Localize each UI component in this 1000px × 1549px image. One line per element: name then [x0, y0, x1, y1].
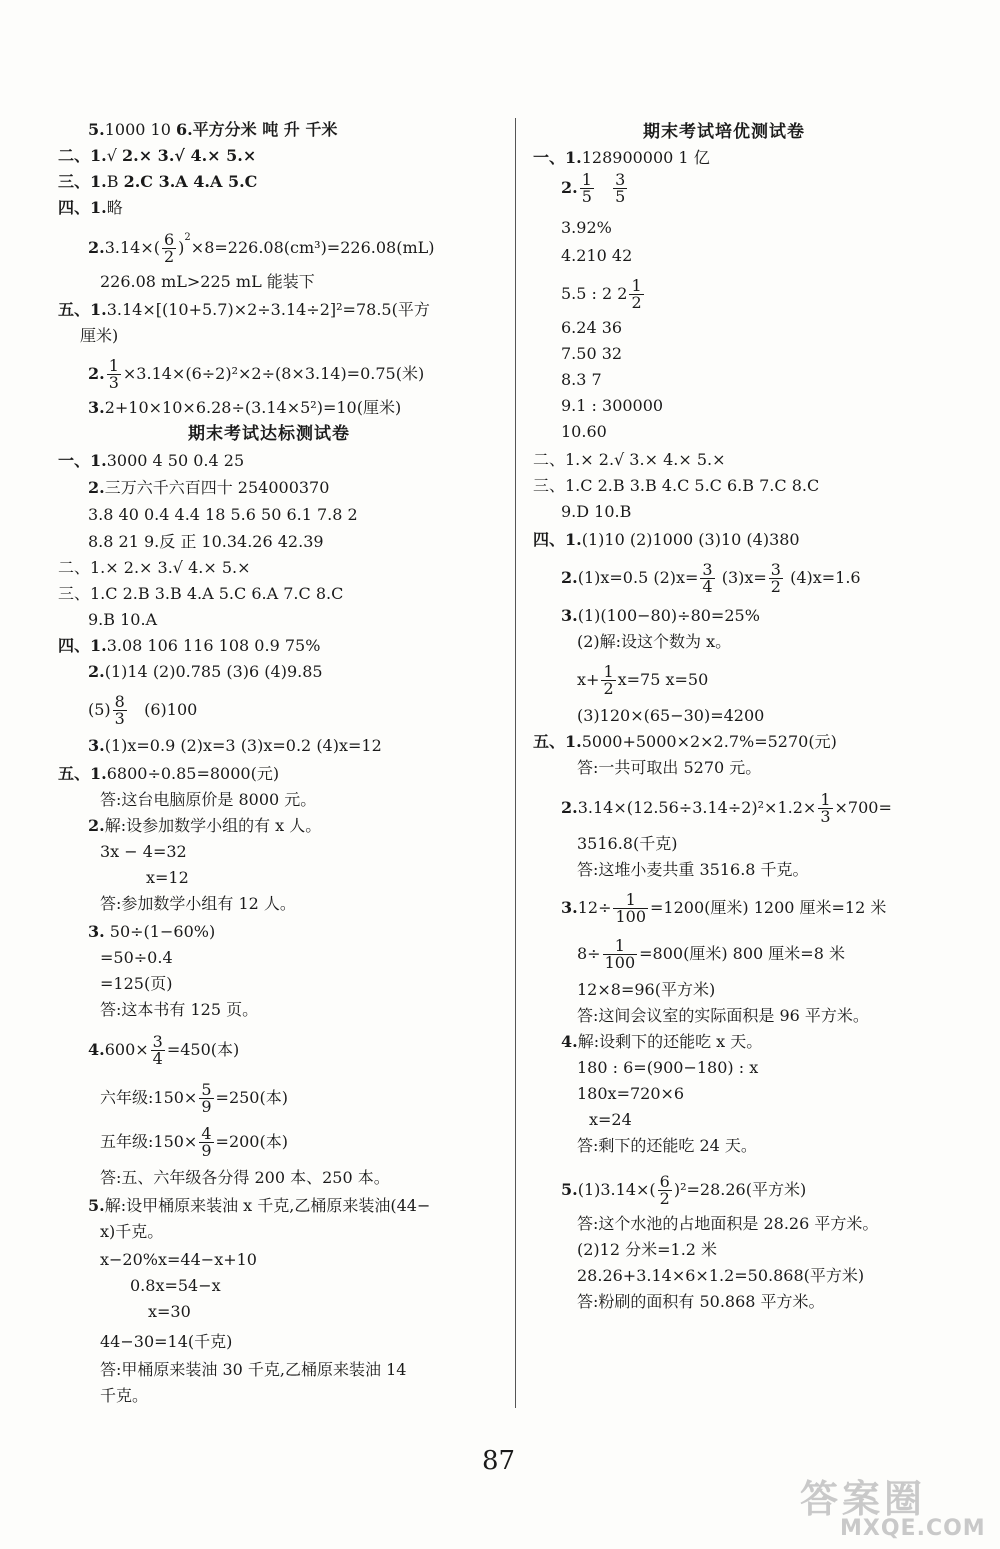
answer-line: 2.(1)14 (2)0.785 (3)6 (4)9.85: [88, 662, 323, 681]
answer-line: x)千克。: [100, 1222, 164, 1241]
answer-line: 3. 50÷(1−60%): [88, 922, 216, 941]
answer-line: 三、1.B 2.C 3.A 4.A 5.C: [58, 172, 258, 191]
answer-line: 2.3.14×(12.56÷3.14÷2)²×1.2× $\frac{1}{3}$ ×700=: [561, 790, 892, 826]
answer-line: 0.8x=54−x: [130, 1276, 221, 1295]
answer-line: 44−30=14(千克): [100, 1332, 233, 1351]
answer-line: 四、1.3.08 106 116 108 0.9 75%: [58, 636, 321, 655]
answer-line: 答:一共可取出 5270 元。: [577, 758, 762, 777]
fraction: $\frac{5}{9}$: [201, 1080, 212, 1116]
fraction: $\frac{4}{9}$: [201, 1124, 212, 1160]
watermark-text: 答案圈: [800, 1477, 927, 1521]
answer-line: 2.3.14×( $\frac{6}{2}$ )$^2$×8=226.08(cm³)=226.08(mL): [88, 230, 435, 266]
answer-line: (3)120×(65−30)=4200: [577, 706, 765, 725]
column-divider: [515, 118, 516, 1408]
answer-line: 226.08 mL>225 mL 能装下: [100, 272, 315, 291]
answer-line: 9.B 10.A: [88, 610, 158, 629]
answer-line: 3.12÷ $\frac{1}{100}$ =1200(厘米) 1200 厘米=12 米: [561, 890, 887, 926]
answer-line: x=24: [589, 1110, 632, 1129]
answer-line: 五年级:150× $\frac{4}{9}$ =200(本): [100, 1124, 288, 1160]
fraction: $\frac{8}{3}$: [114, 692, 125, 728]
answer-line: 28.26+3.14×6×1.2=50.868(平方米): [577, 1266, 865, 1285]
answer-line: 五、1.5000+5000×2×2.7%=5270(元): [533, 732, 837, 751]
answer-line: 2. $\frac{1}{5}$ $\frac{3}{5}$: [561, 170, 626, 206]
answer-line: 5.解:设甲桶原来装油 x 千克,乙桶原来装油(44−: [88, 1196, 431, 1215]
answer-line: 三、1.C 2.B 3.B 4.C 5.C 6.B 7.C 8.C: [533, 476, 820, 495]
answer-line: 3x − 4=32: [100, 842, 187, 861]
answer-line: 6.24 36: [561, 318, 623, 337]
fraction: $\frac{3}{2}$: [770, 560, 781, 596]
fraction: $\frac{1}{2}$: [631, 276, 642, 312]
answer-line: x=30: [148, 1302, 191, 1321]
watermark-logo: [800, 1468, 990, 1543]
answer-line: 3.92%: [561, 218, 612, 237]
fraction: $\frac{3}{4}$: [152, 1032, 163, 1068]
fraction: $\frac{1}{3}$: [820, 790, 831, 826]
answer-line: 3516.8(千克): [577, 834, 678, 853]
answer-line: 5.(1)3.14×( $\frac{6}{2}$ )²=28.26(平方米): [561, 1172, 807, 1208]
fraction: $\frac{3}{4}$: [702, 560, 713, 596]
answer-line: 二、1.√ 2.× 3.√ 4.× 5.×: [58, 146, 257, 165]
answer-line: 3.(1)x=0.9 (2)x=3 (3)x=0.2 (4)x=12: [88, 736, 382, 755]
answer-line: x=12: [146, 868, 189, 887]
answer-line: 一、1.3000 4 50 0.4 25: [58, 451, 245, 470]
answer-line: 4.210 42: [561, 246, 633, 265]
fraction: $\frac{1}{100}$: [604, 936, 636, 972]
answer-line: 二、1.× 2.√ 3.× 4.× 5.×: [533, 450, 726, 469]
answer-line: 一、1.128900000 1 亿: [533, 148, 710, 167]
fraction: $\frac{1}{100}$: [615, 890, 647, 926]
answer-line: 2.解:设参加数学小组的有 x 人。: [88, 816, 322, 835]
fraction: $\frac{3}{5}$: [615, 170, 626, 206]
fraction: $\frac{1}{2}$: [603, 662, 614, 698]
answer-line: 五、1.6800÷0.85=8000(元): [58, 764, 280, 783]
fraction: $\frac{1}{3}$: [108, 356, 119, 392]
answer-line: 五、1.3.14×[(10+5.7)×2÷3.14÷2]²=78.5(平方: [58, 300, 430, 319]
answer-line: 9.D 10.B: [561, 502, 632, 521]
answer-line: 3.(1)(100−80)÷80=25%: [561, 606, 760, 625]
answer-line: 2.三万六千六百四十 254000370: [88, 478, 330, 497]
answer-line: (2)解:设这个数为 x。: [577, 632, 732, 651]
page-number: 87: [482, 1446, 516, 1476]
answer-line: 2. $\frac{1}{3}$ ×3.14×(6÷2)²×2÷(8×3.14)=0.75(米): [88, 356, 425, 392]
answer-line: =125(页): [100, 974, 173, 993]
fraction: $\frac{6}{2}$: [659, 1172, 670, 1208]
answer-line: x+ $\frac{1}{2}$ x=75 x=50: [577, 662, 709, 698]
answer-line: 3.8 40 0.4 4.4 18 5.6 50 6.1 7.8 2: [88, 505, 358, 524]
watermark-url: MXQE.COM: [840, 1516, 986, 1541]
answer-line: 答:甲桶原来装油 30 千克,乙桶原来装油 14: [100, 1360, 407, 1379]
section-title: 期末考试达标测试卷: [188, 424, 350, 444]
answer-line: 4.解:设剩下的还能吃 x 天。: [561, 1032, 763, 1051]
answer-line: 3.2+10×10×6.28÷(3.14×5²)=10(厘米): [88, 398, 402, 417]
answer-line: 7.50 32: [561, 344, 623, 363]
answer-line: 4.600× $\frac{3}{4}$ =450(本): [88, 1032, 240, 1068]
section-title: 期末考试培优测试卷: [643, 122, 805, 142]
answer-line: 10.60: [561, 422, 607, 441]
answer-line: 四、1.略: [58, 198, 123, 217]
answer-line: 答:这间会议室的实际面积是 96 平方米。: [577, 1006, 869, 1025]
answer-line: 答:这个水池的占地面积是 28.26 平方米。: [577, 1214, 879, 1233]
answer-line: x−20%x=44−x+10: [100, 1250, 257, 1269]
answer-line: 180x=720×6: [577, 1084, 685, 1103]
answer-line: (2)12 分米=1.2 米: [577, 1240, 718, 1259]
answer-line: 5.5 : 2 2 $\frac{1}{2}$: [561, 276, 642, 312]
answer-line: 5.1000 10 6.平方分米 吨 升 千米: [88, 120, 338, 139]
answer-line: 答:剩下的还能吃 24 天。: [577, 1136, 757, 1155]
answer-line: 六年级:150× $\frac{5}{9}$ =250(本): [100, 1080, 288, 1116]
answer-line: 四、1.(1)10 (2)1000 (3)10 (4)380: [533, 530, 800, 549]
answer-line: 二、1.× 2.× 3.√ 4.× 5.×: [58, 558, 251, 577]
answer-line: =50÷0.4: [100, 948, 173, 967]
answer-line: 答:五、六年级各分得 200 本、250 本。: [100, 1168, 390, 1187]
answer-line: 千克。: [100, 1386, 149, 1405]
answer-line: 12×8=96(平方米): [577, 980, 716, 999]
answer-line: 2.(1)x=0.5 (2)x= $\frac{3}{4}$ (3)x= $\frac{3}{2}$ (4)x=1.6: [561, 560, 861, 596]
answer-line: 厘米): [80, 326, 119, 345]
answer-line: 8.3 7: [561, 370, 602, 389]
fraction: $\frac{6}{2}$: [163, 230, 175, 266]
answer-line: 答:参加数学小组有 12 人。: [100, 894, 296, 913]
fraction: $\frac{1}{5}$: [581, 170, 592, 206]
answer-line: 8.8 21 9.反 正 10.34.26 42.39: [88, 532, 324, 551]
answer-line: (5) $\frac{8}{3}$ (6)100: [88, 692, 198, 728]
answer-line: 答:这台电脑原价是 8000 元。: [100, 790, 317, 809]
answer-line: 9.1 : 300000: [561, 396, 664, 415]
answer-line: 答:这本书有 125 页。: [100, 1000, 259, 1019]
answer-line: 8÷ $\frac{1}{100}$ =800(厘米) 800 厘米=8 米: [577, 936, 845, 972]
answer-line: 三、1.C 2.B 3.B 4.A 5.C 6.A 7.C 8.C: [58, 584, 344, 603]
answer-line: 答:粉刷的面积有 50.868 平方米。: [577, 1292, 825, 1311]
answer-line: 答:这堆小麦共重 3516.8 千克。: [577, 860, 809, 879]
answer-line: 180 : 6=(900−180) : x: [577, 1058, 759, 1077]
